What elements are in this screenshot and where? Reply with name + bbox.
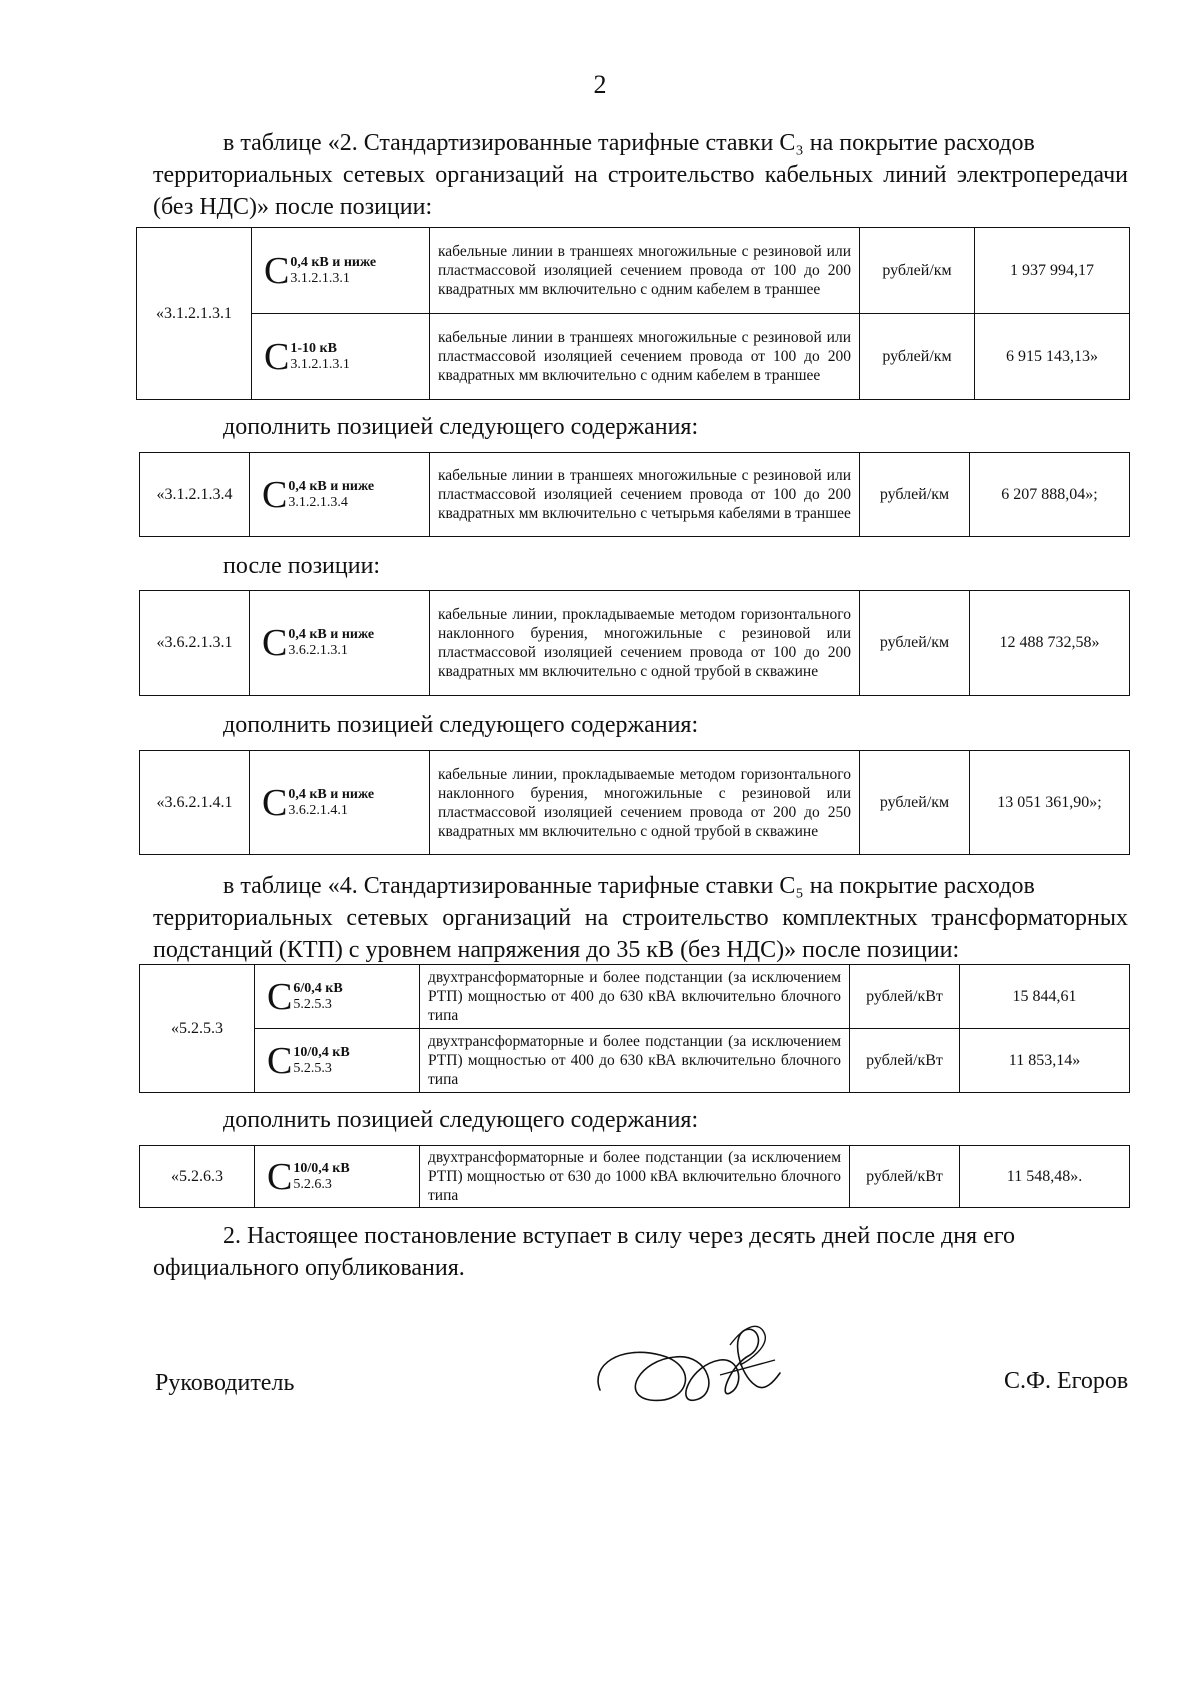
rate-symbol: С 10/0,4 кВ 5.2.6.3 <box>255 1146 420 1208</box>
rate-value: 15 844,61 <box>960 965 1130 1029</box>
instruction-add-3: дополнить позицией следующего содержания: <box>223 1107 699 1133</box>
position-code: «3.6.2.1.4.1 <box>140 751 250 855</box>
intro-paragraph-table2: в таблице «2. Стандартизированные тарифные ставки С₃ на покрытие расходов территориальных сетевых организаций на строительство кабельных линий электропередачи (без НДС)» после позиции: <box>153 130 1128 220</box>
unit: рублей/кВт <box>850 1146 960 1208</box>
table-position-3-1-2-1-3-4 <box>139 452 1130 537</box>
rate-value: 11 853,14» <box>960 1029 1130 1093</box>
position-code: «5.2.5.3 <box>140 965 255 1093</box>
rate-symbol: С 0,4 кВ и ниже 3.1.2.1.3.1 <box>252 228 430 314</box>
rate-symbol: С 10/0,4 кВ 5.2.5.3 <box>255 1029 420 1093</box>
unit: рублей/км <box>860 591 970 696</box>
unit: рублей/км <box>860 751 970 855</box>
table-position-3-6-2-1-4-1 <box>139 750 1130 855</box>
rate-value: 12 488 732,58» <box>970 591 1130 696</box>
table-position-3-1-2-1-3-1 <box>136 227 1130 400</box>
table-row <box>137 228 1130 314</box>
description: двухтрансформаторные и более подстанции (за исключением РТП) мощностью от 400 до 630 кВА включительно блочного типа <box>420 1029 850 1093</box>
position-code: «3.1.2.1.3.4 <box>140 453 250 537</box>
rate-value: 6 207 888,04»; <box>970 453 1130 537</box>
intro-paragraph-table4: в таблице «4. Стандартизированные тарифные ставки С₅ на покрытие расходов территориальных сетевых организаций на строительство комплектных трансформаторных подстанций (КТП) с уровнем напряжения до 35 кВ (без НДС)» после позиции: <box>153 873 1128 963</box>
instruction-add-2: дополнить позицией следующего содержания: <box>223 712 699 738</box>
unit: рублей/км <box>860 314 975 400</box>
rate-value: 11 548,48». <box>960 1146 1130 1208</box>
signatory-title: Руководитель <box>155 1370 295 1396</box>
description: кабельные линии, прокладываемые методом горизонтального наклонного бурения, многожильные с резиновой или пластмассовой изоляцией сечением провода от 100 до 200 квадратных мм включительно с одной трубой в скважине <box>430 591 860 696</box>
rate-symbol: С 0,4 кВ и ниже 3.6.2.1.3.1 <box>250 591 430 696</box>
table-position-5-2-6-3 <box>139 1145 1130 1208</box>
unit: рублей/км <box>860 453 970 537</box>
rate-symbol: С 0,4 кВ и ниже 3.6.2.1.4.1 <box>250 751 430 855</box>
table-row <box>140 751 1130 855</box>
instruction-add-1: дополнить позицией следующего содержания: <box>223 414 699 440</box>
table-row <box>137 314 1130 400</box>
table-row <box>140 453 1130 537</box>
unit: рублей/км <box>860 228 975 314</box>
table-position-5-2-5-3 <box>139 964 1130 1093</box>
table-row <box>140 1146 1130 1208</box>
description: двухтрансформаторные и более подстанции (за исключением РТП) мощностью от 630 до 1000 кВА включительно блочного типа <box>420 1146 850 1208</box>
page-number: 2 <box>593 70 607 99</box>
rate-value: 6 915 143,13» <box>975 314 1130 400</box>
description: кабельные линии в траншеях многожильные с резиновой или пластмассовой изоляцией сечением провода от 100 до 200 квадратных мм включительно с одним кабелем в траншее <box>430 228 860 314</box>
rate-symbol: С 6/0,4 кВ 5.2.5.3 <box>255 965 420 1029</box>
description: двухтрансформаторные и более подстанции (за исключением РТП) мощностью от 400 до 630 кВА включительно блочного типа <box>420 965 850 1029</box>
table-row <box>140 965 1130 1029</box>
rate-symbol: С 0,4 кВ и ниже 3.1.2.1.3.4 <box>250 453 430 537</box>
rate-symbol: С 1-10 кВ 3.1.2.1.3.1 <box>252 314 430 400</box>
unit: рублей/кВт <box>850 1029 960 1093</box>
signatory-name: С.Ф. Егоров <box>1004 1368 1129 1394</box>
position-code: «3.6.2.1.3.1 <box>140 591 250 696</box>
table-row <box>140 1029 1130 1093</box>
description: кабельные линии в траншеях многожильные с резиновой или пластмассовой изоляцией сечением провода от 100 до 200 квадратных мм включительно с одним кабелем в траншее <box>430 314 860 400</box>
description: кабельные линии, прокладываемые методом горизонтального наклонного бурения, многожильные с резиновой или пластмассовой изоляцией сечением провода от 200 до 250 квадратных мм включительно с одной трубой в скважине <box>430 751 860 855</box>
handwritten-signature <box>580 1305 790 1425</box>
position-code: «3.1.2.1.3.1 <box>137 228 252 400</box>
rate-value: 1 937 994,17 <box>975 228 1130 314</box>
rate-value: 13 051 361,90»; <box>970 751 1130 855</box>
table-row <box>140 591 1130 696</box>
clause-2-paragraph: 2. Настоящее постановление вступает в силу через десять дней после дня его официального опубликования. <box>153 1223 1015 1281</box>
instruction-after-1: после позиции: <box>223 553 381 579</box>
table-position-3-6-2-1-3-1 <box>139 590 1130 696</box>
description: кабельные линии в траншеях многожильные с резиновой или пластмассовой изоляцией сечением провода от 100 до 200 квадратных мм включительно с четырьмя кабелями в траншее <box>430 453 860 537</box>
position-code: «5.2.6.3 <box>140 1146 255 1208</box>
unit: рублей/кВт <box>850 965 960 1029</box>
